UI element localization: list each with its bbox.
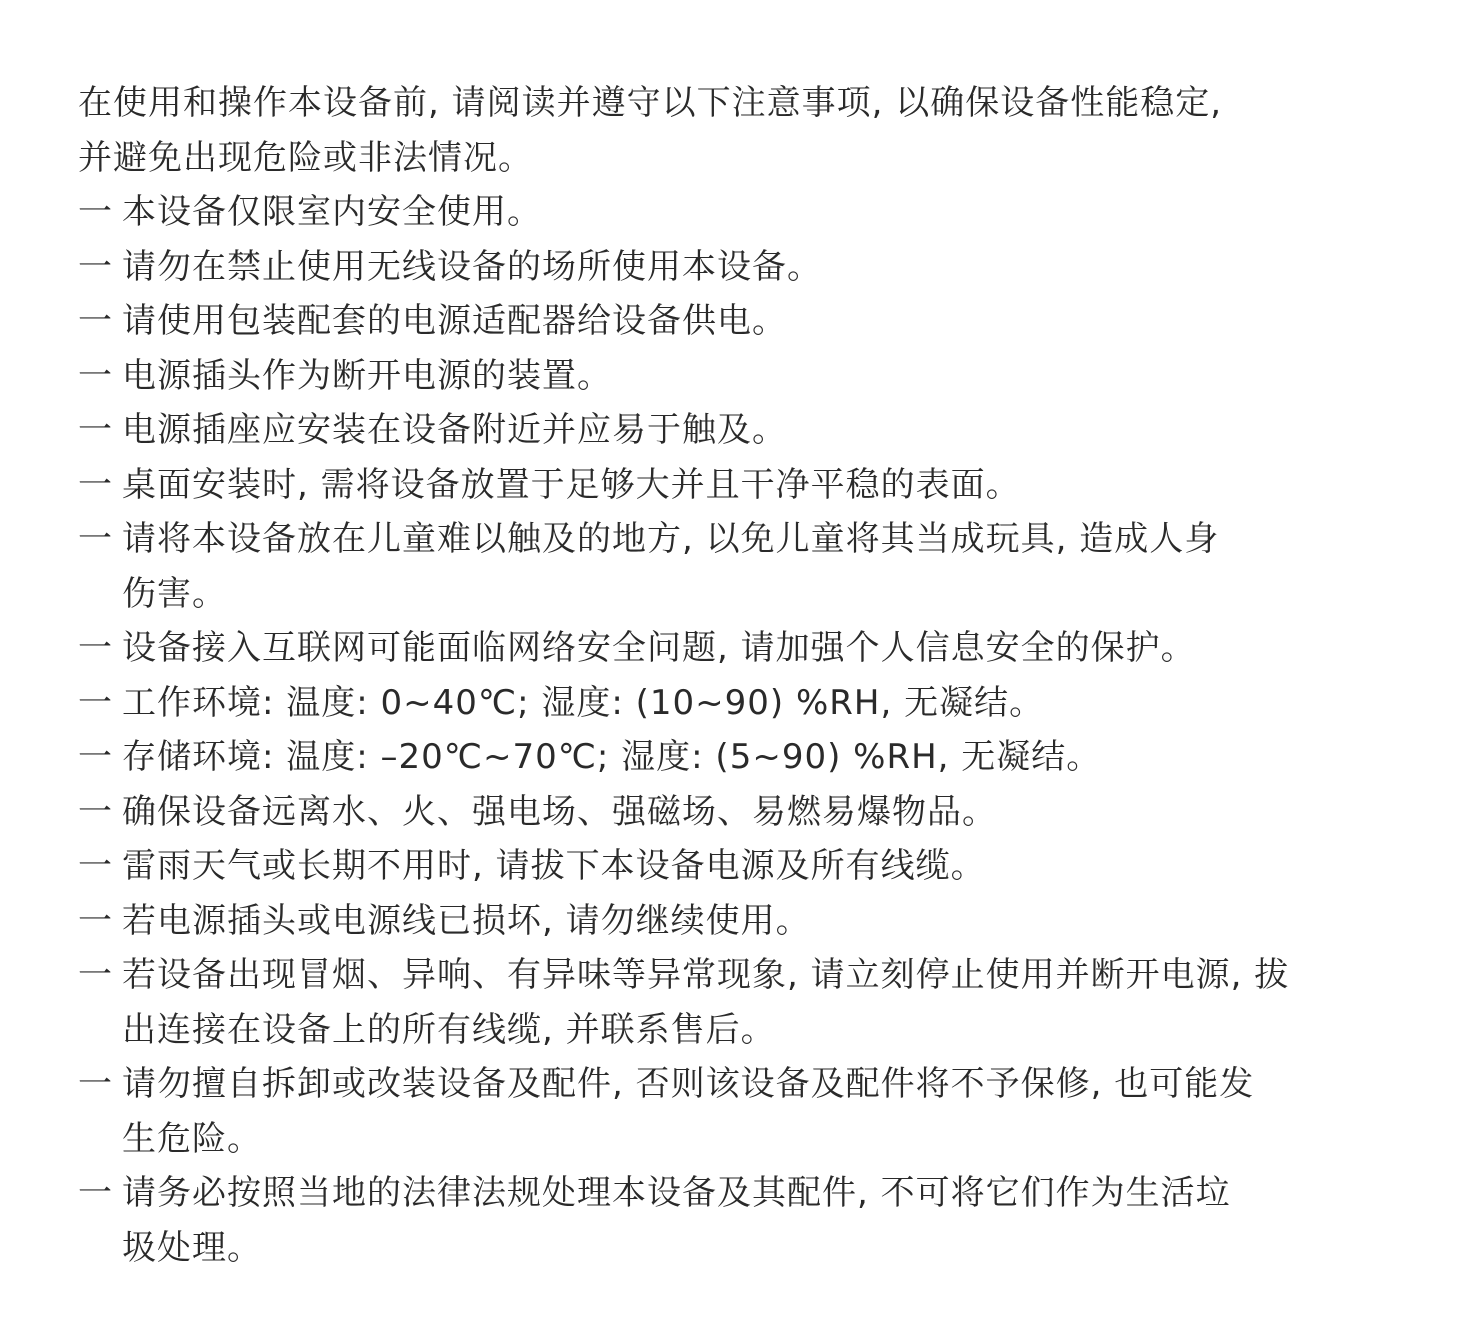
notice-item-text [122,240,1408,295]
notice-item-text [122,512,1408,621]
safety-notice-document [78,76,1408,1275]
notice-item [78,621,1408,676]
notice-item-line: 电源插头作为断开电源的装置。 [122,355,612,396]
notice-item-line: 确保设备远离水、火、强电场、强磁场、易燃易爆物品。 [122,791,997,832]
dash-bullet: 一 [78,628,113,668]
notice-item [78,785,1408,840]
notice-item [78,730,1408,785]
dash-bullet: 一 [78,246,113,287]
notice-item [78,294,1408,349]
dash-bullet: 一 [78,1173,113,1213]
notice-item [78,1057,1408,1166]
notice-item [78,948,1408,1057]
notice-item-line: 伤害。 [122,573,227,614]
notice-item-text [122,621,1408,676]
notice-item [78,349,1408,404]
notice-item-line: 圾处理。 [122,1227,262,1268]
dash-bullet: 一 [78,737,113,777]
notice-item [78,458,1408,513]
notice-item [78,512,1408,621]
notice-list [78,185,1408,1275]
notice-item-line: 本设备仅限室内安全使用。 [122,192,542,232]
dash-bullet: 一 [78,355,113,396]
dash-bullet: 一 [78,682,113,723]
notice-item-text [122,294,1408,349]
notice-item [78,185,1408,240]
notice-item [78,676,1408,731]
notice-item-line: 生危险。 [122,1118,262,1159]
dash-bullet: 一 [78,301,113,341]
notice-item-line: 电源插座应安装在设备附近并应易于触及。 [122,410,787,450]
notice-item-line: 请将本设备放在儿童难以触及的地方, 以免儿童将其当成玩具, 造成人身 [122,519,1220,559]
intro-line: 在使用和操作本设备前, 请阅读并遵守以下注意事项, 以确保设备性能稳定, [78,83,1223,123]
notice-item-line: 存储环境: 温度: –20℃~70℃; 湿度: (5~90) %RH, 无凝结。 [122,737,1102,777]
notice-item [78,403,1408,458]
notice-item [78,1166,1408,1275]
intro-line: 并避免出现危险或非法情况。 [78,137,533,178]
notice-item-line: 若设备出现冒烟、异响、有异味等异常现象, 请立刻停止使用并断开电源, 拔 [122,955,1290,995]
dash-bullet: 一 [78,464,113,505]
notice-item-text [122,894,1408,949]
notice-item-text [122,785,1408,840]
notice-item-text [122,676,1408,731]
notice-item-line: 桌面安装时, 需将设备放置于足够大并且干净平稳的表面。 [122,464,1021,505]
notice-item-line: 雷雨天气或长期不用时, 请拔下本设备电源及所有线缆。 [122,846,986,886]
dash-bullet: 一 [78,410,113,450]
dash-bullet: 一 [78,791,113,832]
dash-bullet: 一 [78,900,113,941]
notice-item [78,894,1408,949]
notice-item-line: 设备接入互联网可能面临网络安全问题, 请加强个人信息安全的保护。 [122,628,1196,668]
notice-item-line: 工作环境: 温度: 0~40℃; 湿度: (10~90) %RH, 无凝结。 [122,682,1045,723]
notice-item-line: 若电源插头或电源线已损坏, 请勿继续使用。 [122,900,811,941]
notice-item-text [122,839,1408,894]
notice-item-text [122,730,1408,785]
notice-item-text [122,1166,1408,1275]
intro-paragraph [78,76,1408,185]
notice-item-text [122,349,1408,404]
notice-item-line: 请勿在禁止使用无线设备的场所使用本设备。 [122,246,822,287]
notice-item-line: 请使用包装配套的电源适配器给设备供电。 [122,301,787,341]
notice-item-text [122,1057,1408,1166]
dash-bullet: 一 [78,955,113,995]
notice-item-line: 请务必按照当地的法律法规处理本设备及其配件, 不可将它们作为生活垃 [122,1173,1231,1213]
dash-bullet: 一 [78,519,113,559]
dash-bullet: 一 [78,1064,113,1104]
dash-bullet: 一 [78,192,113,232]
notice-item-text [122,458,1408,513]
notice-item [78,839,1408,894]
notice-item [78,240,1408,295]
notice-item-text [122,185,1408,240]
notice-item-line: 出连接在设备上的所有线缆, 并联系售后。 [122,1009,776,1050]
notice-item-text [122,403,1408,458]
notice-item-text [122,948,1408,1057]
notice-item-line: 请勿擅自拆卸或改装设备及配件, 否则该设备及配件将不予保修, 也可能发 [122,1064,1255,1104]
dash-bullet: 一 [78,846,113,886]
